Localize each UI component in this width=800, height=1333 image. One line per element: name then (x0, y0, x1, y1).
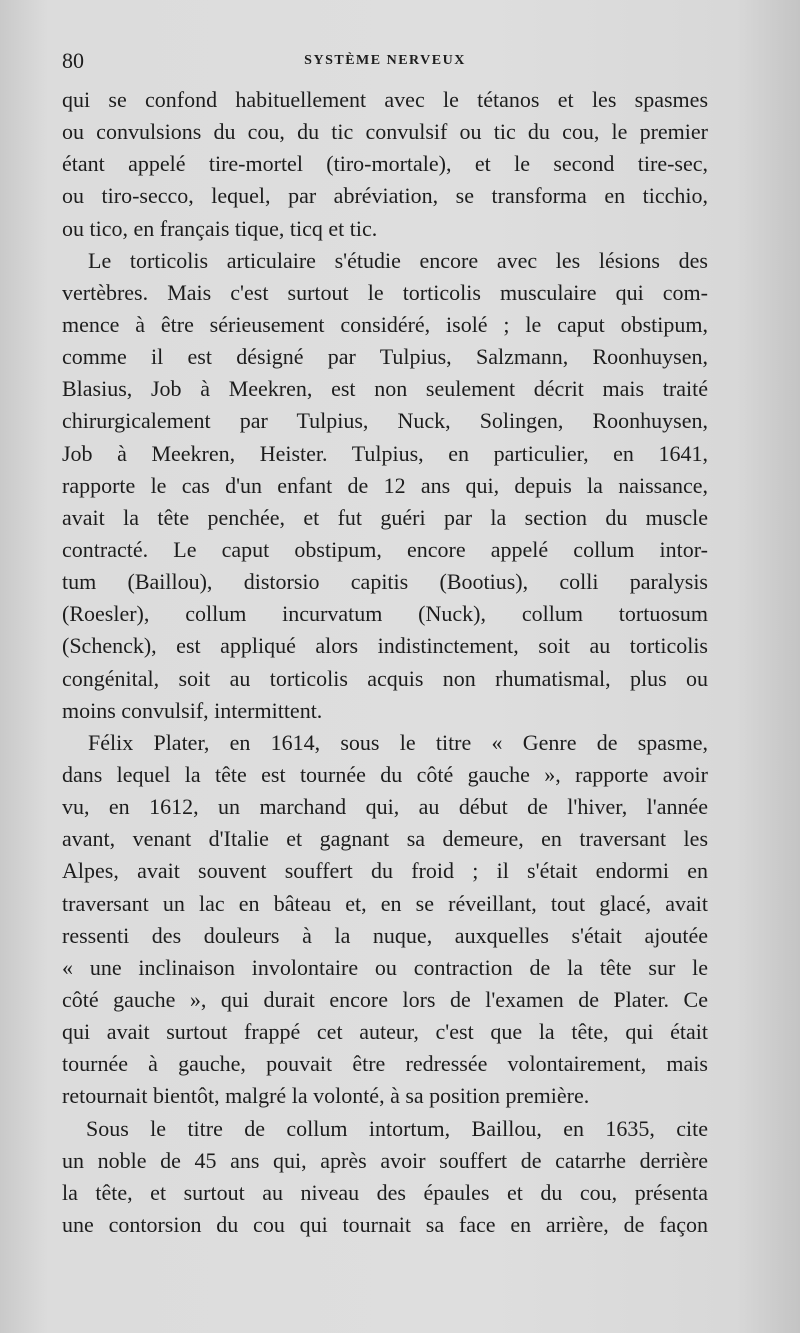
text-line: congénital, soit au torticolis acquis non rhumatismal, plus ou (62, 665, 708, 691)
text-line: ou tico, en français tique, ticq et tic. (62, 215, 378, 241)
text-line: tournée à gauche, pouvait être redressée volontairement, mais (62, 1051, 708, 1077)
text-line: ressenti des douleurs à la nuque, auxquelles s'était ajoutée (62, 922, 708, 948)
text-line: (Schenck), est appliqué alors indistinctement, soit au torticolis (62, 633, 708, 659)
paragraph-first-line: Le torticolis articulaire s'étudie encore avec les lésions des (88, 247, 708, 273)
text-line: contracté. Le caput obstipum, encore appelé collum intor- (62, 536, 708, 562)
text-line: vu, en 1612, un marchand qui, au début de l'hiver, l'année (62, 794, 708, 820)
text-line: avant, venant d'Italie et gagnant sa demeure, en traversant les (62, 826, 708, 852)
text-line: dans lequel la tête est tournée du côté gauche », rapporte avoir (62, 761, 708, 787)
text-line: ou tiro-secco, lequel, par abréviation, se transforma en ticchio, (62, 183, 708, 209)
text-line: la tête, et surtout au niveau des épaules et du cou, présenta (62, 1179, 708, 1205)
running-title: SYSTÈME NERVEUX (304, 53, 466, 68)
text-line: Blasius, Job à Meekren, est non seulement décrit mais traité (62, 376, 708, 402)
text-line: retournait bientôt, malgré la volonté, à sa position première. (62, 1083, 590, 1109)
page-header (62, 48, 708, 78)
page-number: 80 (62, 48, 84, 73)
text-line: « une inclinaison involontaire ou contraction de la tête sur le (62, 954, 708, 980)
text-line: qui avait surtout frappé cet auteur, c'est que la tête, qui était (62, 1019, 708, 1045)
text-line: rapporte le cas d'un enfant de 12 ans qui, depuis la naissance, (62, 472, 708, 498)
text-line: Job à Meekren, Heister. Tulpius, en particulier, en 1641, (62, 440, 708, 466)
text-line: Alpes, avait souvent souffert du froid ; il s'était endormi en (62, 858, 708, 884)
text-line: moins convulsif, intermittent. (62, 697, 323, 723)
paragraph-first-line: Félix Plater, en 1614, sous le titre « Genre de spasme, (88, 729, 708, 755)
paragraph-first-line: Sous le titre de collum intortum, Baillou, en 1635, cite (86, 1115, 708, 1141)
text-line: ou convulsions du cou, du tic convulsif ou tic du cou, le premier (62, 119, 708, 145)
text-line: mence à être sérieusement considéré, isolé ; le caput obstipum, (62, 311, 708, 337)
text-line: (Roesler), collum incurvatum (Nuck), collum tortuosum (62, 601, 708, 627)
page-body (62, 84, 708, 1241)
text-line: un noble de 45 ans qui, après avoir souffert de catarrhe derrière (62, 1147, 708, 1173)
text-line: une contorsion du cou qui tournait sa face en arrière, de façon (62, 1211, 708, 1237)
text-line: côté gauche », qui durait encore lors de l'examen de Plater. Ce (62, 986, 708, 1012)
text-line: vertèbres. Mais c'est surtout le torticolis musculaire qui com- (62, 279, 708, 305)
text-line: étant appelé tire-mortel (tiro-mortale), et le second tire-sec, (62, 151, 708, 177)
text-line: traversant un lac en bâteau et, en se réveillant, tout glacé, avait (62, 890, 708, 916)
text-line: comme il est désigné par Tulpius, Salzmann, Roonhuysen, (62, 344, 708, 370)
text-line: avait la tête penchée, et fut guéri par la section du muscle (62, 504, 708, 530)
text-line: qui se confond habituellement avec le tétanos et les spasmes (62, 87, 708, 112)
text-line: chirurgicalement par Tulpius, Nuck, Solingen, Roonhuysen, (62, 408, 708, 434)
text-line: tum (Baillou), distorsio capitis (Bootius), colli paralysis (62, 569, 708, 595)
